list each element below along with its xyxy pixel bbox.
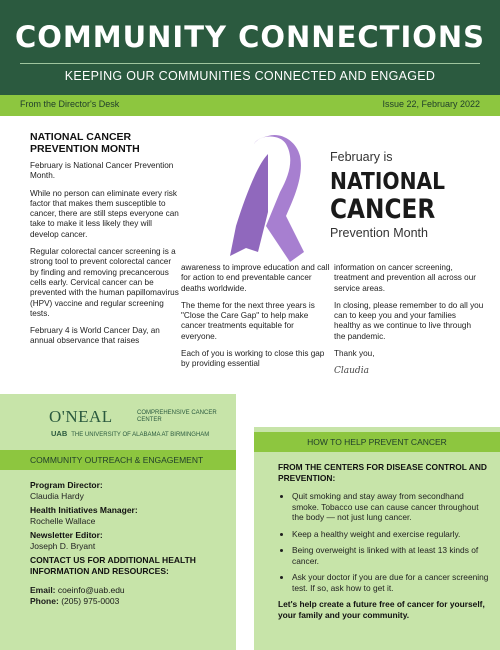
logo-name: O'NEAL: [49, 407, 113, 426]
paragraph: In closing, please remember to do all you can to keep you and your families healthy as we continue to live through the pandemic.: [334, 300, 484, 341]
signature: Claudia: [334, 366, 369, 377]
masthead: [0, 0, 500, 95]
paragraph: February 4 is World Cancer Day, an annual observance that raises: [30, 326, 160, 346]
section-label: From the Director's Desk: [20, 99, 120, 109]
list-item: • Quit smoking and stay away from secondhand smoke. Tobacco use can cause cancer throughout the body — not just lung cancer.: [292, 491, 490, 523]
awareness-ribbon-icon: [228, 134, 310, 262]
editor-name: Joseph D. Bryant: [30, 541, 96, 551]
tips-list: [278, 491, 490, 593]
tips-closing: Let's help create a future free of cancer for yourself, your family and your community.: [278, 599, 485, 620]
phone-line: Phone: (205) 975-0003: [30, 596, 120, 606]
director-name: Claudia Hardy: [30, 491, 84, 501]
newsletter-title: COMMUNITY CONNECTIONS: [14, 20, 486, 54]
email-line: Email: coeinfo@uab.edu: [30, 585, 125, 595]
article-column-3: [334, 263, 484, 377]
oneal-logo: [49, 407, 217, 438]
promo-line-3: CANCER: [330, 194, 436, 225]
paragraph: information on cancer screening, treatment and prevention all across our service areas.: [334, 263, 476, 293]
issue-banner: [0, 95, 500, 116]
promo-block: [330, 150, 480, 240]
header-divider: [20, 63, 480, 64]
prevention-bar: [254, 432, 500, 452]
list-item: • Ask your doctor if you are due for a cancer screening test. If so, ask how to get it.: [292, 572, 490, 593]
prevention-tips: [278, 462, 490, 620]
article-column-1: [30, 131, 180, 354]
promo-line-2: NATIONAL: [330, 169, 446, 195]
paragraph: February is National Cancer Prevention Month.: [30, 161, 174, 181]
director-label: Program Director:: [30, 480, 103, 490]
article-heading: NATIONAL CANCER PREVENTION MONTH: [30, 131, 140, 155]
uab-wordmark: UAB THE UNIVERSITY OF ALABAMA AT BIRMINGHAM: [51, 429, 210, 438]
promo-line-4: Prevention Month: [330, 226, 428, 240]
paragraph: Each of you is working to close this gap by providing essential: [181, 349, 325, 369]
list-item: • Keep a healthy weight and exercise regularly.: [292, 529, 490, 540]
list-item: • Being overweight is linked with at least 13 kinds of cancer.: [292, 545, 490, 566]
manager-label: Health Initiatives Manager:: [30, 505, 138, 515]
paragraph: Regular colorectal cancer screening is a strong tool to prevent colorectal cancer by finding and removing precancerous cells early. Cervical cancer can be prevented with the human papillomavirus (HPV) vaccine and regular screening tests.: [30, 247, 179, 318]
article-column-2: [181, 263, 331, 377]
contact-heading: CONTACT US FOR ADDITIONAL HEALTH INFORMATION AND RESOURCES:: [30, 555, 196, 576]
paragraph: awareness to improve education and call for action to end preventable cancer deaths worldwide.: [181, 263, 330, 293]
phone-number: (205) 975-0003: [61, 596, 120, 606]
issue-date: Issue 22, February 2022: [382, 99, 480, 109]
promo-line-1: February is: [330, 150, 393, 164]
outreach-bar: [0, 450, 236, 470]
editor-label: Newsletter Editor:: [30, 530, 103, 540]
staff-list: [30, 480, 230, 607]
outreach-bar-label: COMMUNITY OUTREACH & ENGAGEMENT: [30, 455, 204, 465]
logo-subtitle: COMPREHENSIVE CANCER CENTER: [137, 410, 217, 423]
tips-intro: FROM THE CENTERS FOR DISEASE CONTROL AND PREVENTION:: [278, 462, 487, 483]
paragraph: The theme for the next three years is "Close the Care Gap" to help make cancer treatments equitable for everyone.: [181, 300, 315, 341]
prevention-bar-label: HOW TO HELP PREVENT CANCER: [307, 437, 447, 447]
email-link[interactable]: coeinfo@uab.edu: [57, 585, 125, 595]
paragraph: While no person can eliminate every risk factor that makes them susceptible to cancer, there are still steps everyone can take to make it less likely they will develop cancer.: [30, 188, 179, 239]
newsletter-subtitle: KEEPING OUR COMMUNITIES CONNECTED AND ENGAGED: [64, 69, 436, 83]
paragraph: Thank you,: [334, 349, 375, 359]
manager-name: Rochelle Wallace: [30, 516, 96, 526]
